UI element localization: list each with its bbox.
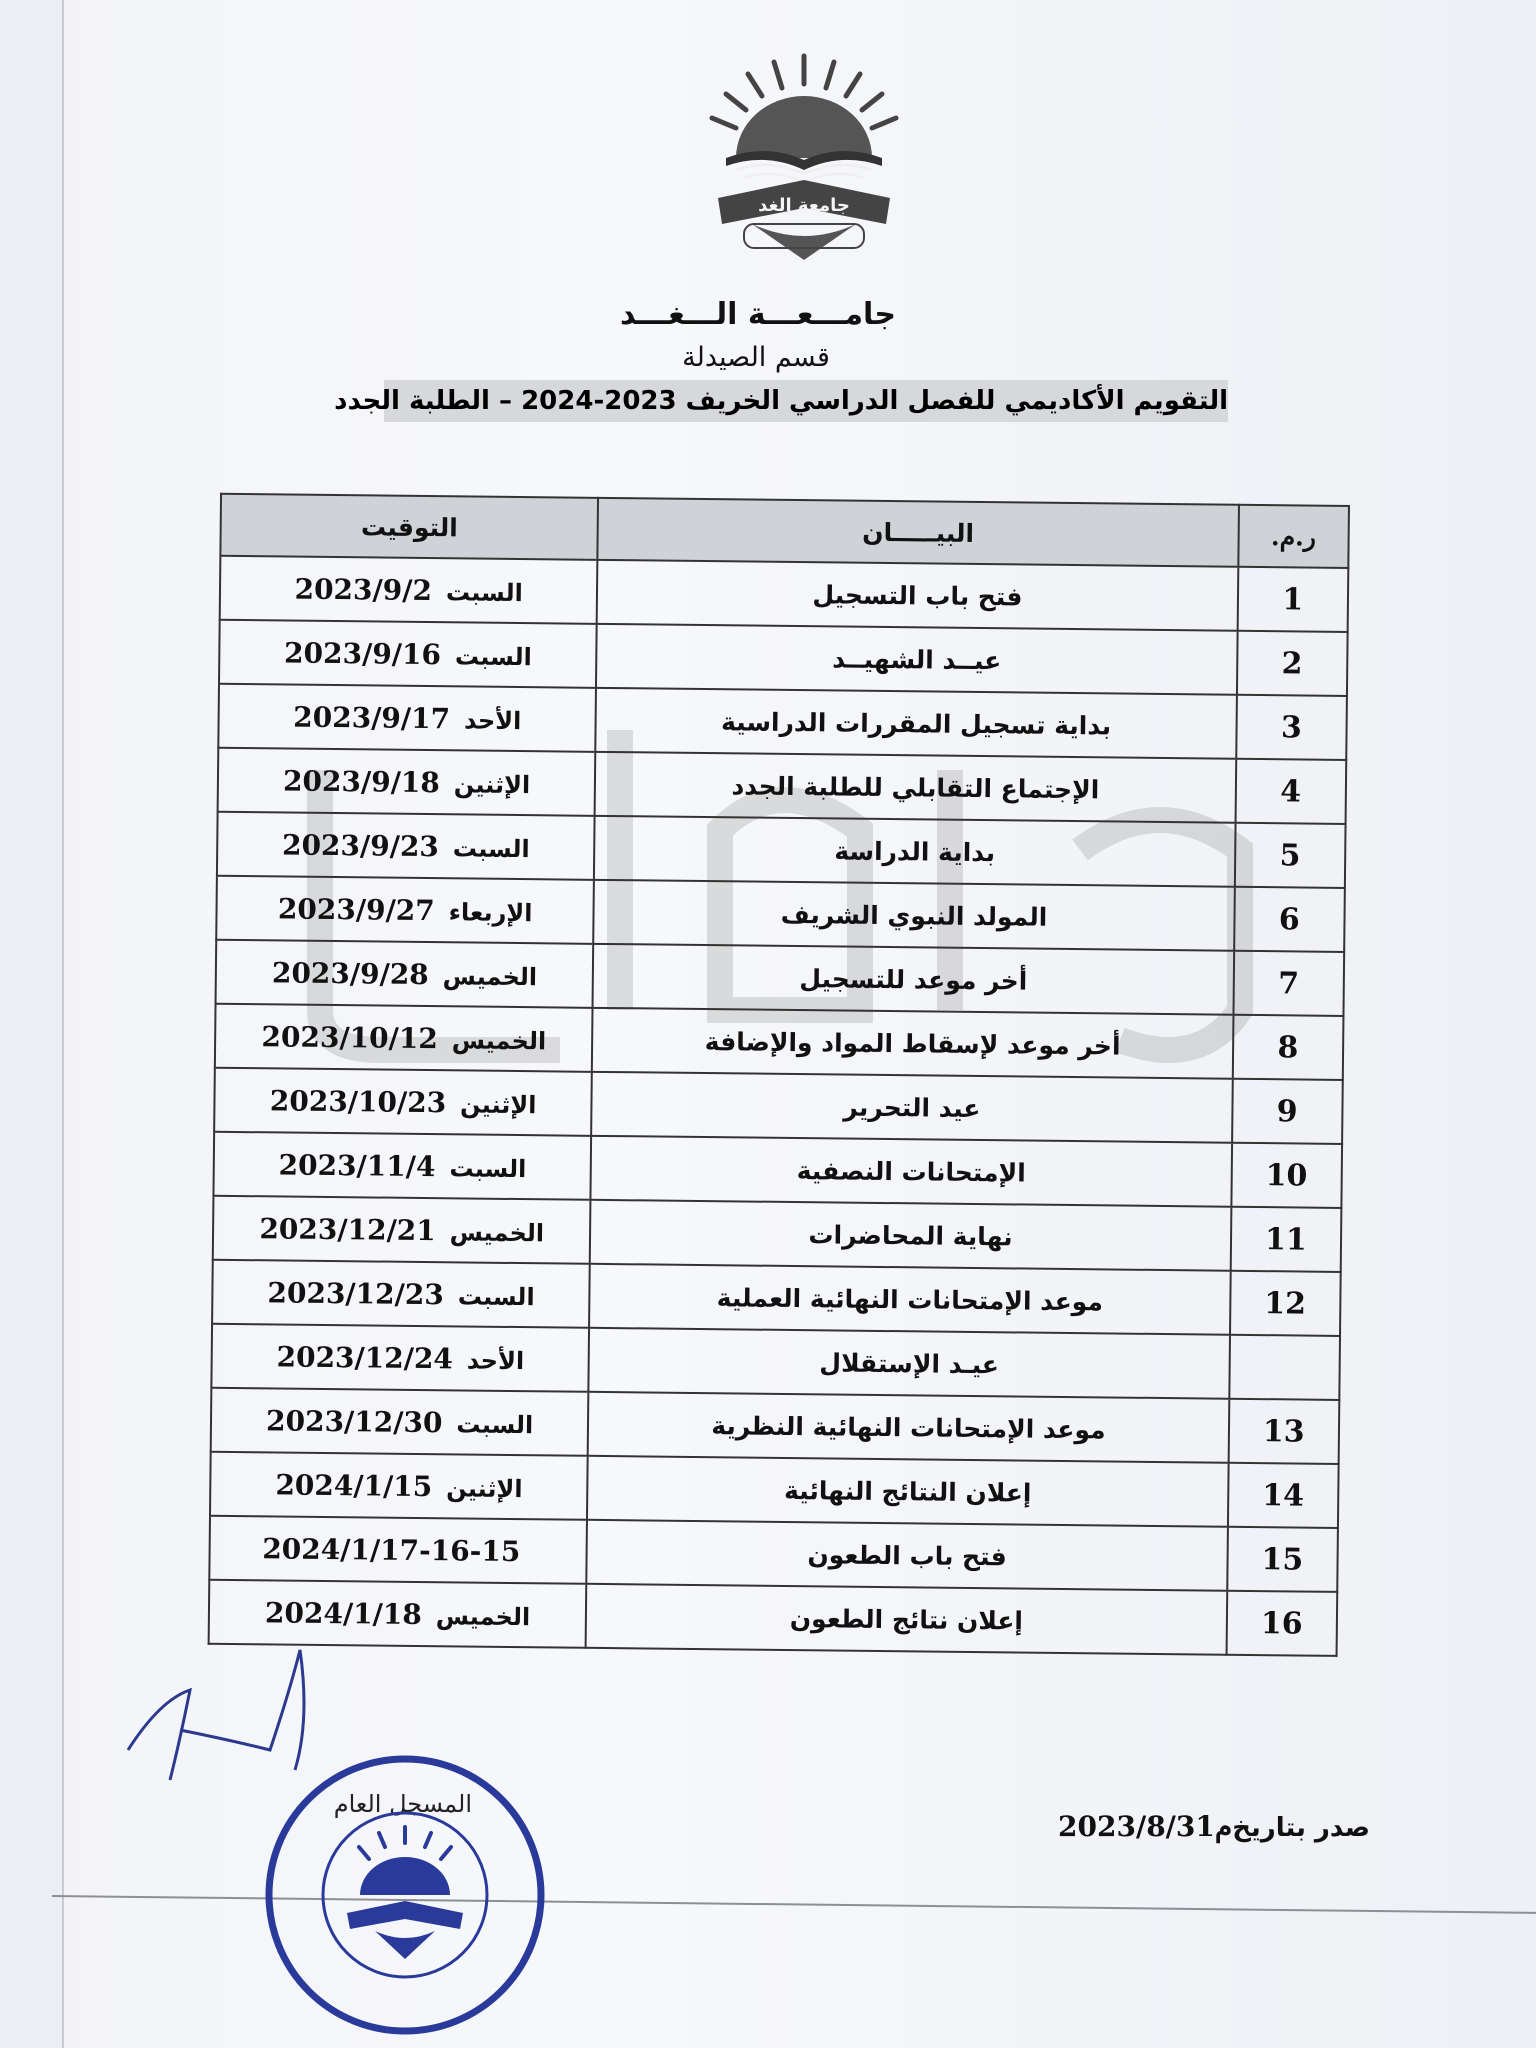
row-description: نهاية المحاضرات — [590, 1200, 1231, 1271]
row-date: 2023/9/27 — [277, 891, 435, 927]
row-date: 2023/10/12 — [261, 1019, 438, 1055]
row-day: الإربعاء — [448, 897, 533, 927]
row-timing — [213, 1132, 591, 1200]
table-row — [209, 1516, 1338, 1592]
row-number: 1 — [1237, 567, 1348, 632]
row-number: 4 — [1235, 759, 1346, 824]
row-number: 8 — [1232, 1015, 1343, 1080]
row-date: 2023/12/23 — [267, 1275, 444, 1311]
row-number: 13 — [1228, 1399, 1339, 1464]
row-description: الإمتحانات النصفية — [591, 1136, 1232, 1207]
table-row — [216, 876, 1345, 952]
table-row — [214, 1068, 1343, 1144]
table-row — [219, 620, 1348, 696]
row-day: السبت — [452, 833, 530, 863]
row-number: 15 — [1227, 1527, 1338, 1592]
registrar-title: المسجل العام — [333, 1790, 472, 1818]
row-day: السبت — [445, 577, 523, 607]
row-date: 2023/9/28 — [271, 955, 429, 991]
row-day: السبت — [454, 641, 532, 671]
row-day: الإثنين — [446, 1473, 523, 1503]
row-date: 2023/9/2 — [294, 572, 433, 607]
row-description: بداية تسجيل المقررات الدراسية — [596, 688, 1237, 759]
table-row — [213, 1132, 1342, 1208]
header-timing: التوقيت — [220, 494, 598, 560]
row-date: 2024/1/15 — [275, 1467, 433, 1503]
table-row — [211, 1388, 1340, 1464]
document-title: التقويم الأكاديمي للفصل الدراسي الخريف 2023-2024 – الطلبة الجدد — [384, 380, 1228, 422]
row-number: 10 — [1231, 1143, 1342, 1208]
row-date: 2023/10/23 — [269, 1083, 447, 1119]
row-timing — [213, 1196, 591, 1264]
official-stamp-icon — [255, 1745, 555, 2045]
row-description: موعد الإمتحانات النهائية العملية — [589, 1264, 1230, 1335]
row-date: 2023/9/23 — [281, 827, 440, 863]
logo-text: جامعة الغد — [758, 195, 850, 216]
row-description: إعلان نتائج الطعون — [586, 1584, 1227, 1655]
row-timing — [217, 812, 595, 880]
row-day: الخميس — [435, 1601, 531, 1631]
row-day: الإثنين — [459, 1089, 537, 1119]
table-row — [212, 1260, 1341, 1336]
row-day: الأحد — [463, 705, 522, 735]
row-day: الأحد — [466, 1345, 525, 1375]
row-number: 16 — [1226, 1591, 1337, 1656]
row-day: الخميس — [449, 1217, 545, 1247]
row-timing — [220, 556, 598, 624]
row-description: فتح باب التسجيل — [597, 560, 1238, 631]
row-description: عيد التحرير — [591, 1072, 1232, 1143]
row-timing — [212, 1260, 590, 1328]
row-date: 2023/12/24 — [276, 1339, 454, 1375]
table-row — [213, 1196, 1342, 1272]
row-date: 2023/12/30 — [265, 1403, 443, 1439]
university-name: جامـــعـــة الـــغـــد — [620, 297, 896, 332]
table-row — [215, 1004, 1344, 1080]
row-date: 2023/11/4 — [278, 1147, 436, 1183]
table-row — [216, 940, 1345, 1016]
row-description: إعلان النتائج النهائية — [587, 1456, 1228, 1527]
row-timing — [216, 876, 594, 944]
row-number: 5 — [1234, 823, 1345, 888]
row-timing — [215, 1004, 593, 1072]
row-number: 9 — [1232, 1079, 1343, 1144]
academic-calendar-table — [208, 493, 1350, 1657]
row-number: 11 — [1230, 1207, 1341, 1272]
row-number: 6 — [1234, 887, 1345, 952]
row-description: موعد الإمتحانات النهائية النظرية — [588, 1392, 1229, 1463]
row-number: 2 — [1237, 631, 1348, 696]
row-timing — [216, 940, 594, 1008]
row-date: 2023/9/16 — [283, 635, 442, 671]
row-timing — [218, 748, 596, 816]
table-row — [218, 748, 1347, 824]
row-description: أخر موعد للتسجيل — [593, 944, 1234, 1015]
row-date: 2023/9/18 — [282, 763, 441, 799]
header-description: البيـــــان — [598, 498, 1239, 567]
table-row — [218, 684, 1347, 760]
row-day: السبت — [449, 1153, 527, 1183]
header-number: ر.م. — [1238, 505, 1349, 568]
row-description: بداية الدراسة — [594, 816, 1235, 887]
row-description: عيــد الشهيــد — [596, 624, 1237, 695]
row-date: 2024/1/17-16-15 — [262, 1531, 521, 1568]
row-number: 14 — [1228, 1463, 1339, 1528]
row-date: 2023/12/21 — [259, 1211, 436, 1247]
row-description: الإجتماع التقابلي للطلبة الجدد — [595, 752, 1236, 823]
row-date: 2024/1/18 — [264, 1595, 423, 1631]
row-day: السبت — [456, 1409, 534, 1439]
row-timing — [214, 1068, 592, 1136]
issued-date — [1040, 1810, 1370, 1843]
row-date: 2023/9/17 — [293, 700, 451, 735]
row-number — [1229, 1335, 1340, 1400]
row-description: عيـد الإستقلال — [589, 1328, 1230, 1399]
row-day: السبت — [457, 1281, 535, 1311]
row-number: 12 — [1230, 1271, 1341, 1336]
row-timing — [211, 1388, 589, 1456]
row-number: 3 — [1236, 695, 1347, 760]
row-number: 7 — [1233, 951, 1344, 1016]
row-description: المولد النبوي الشريف — [594, 880, 1235, 951]
table-row — [217, 812, 1346, 888]
row-timing — [210, 1452, 588, 1520]
issued-date-value: 2023/8/31م — [1058, 1810, 1233, 1843]
table-row — [209, 1580, 1338, 1656]
row-day: الخميس — [451, 1025, 547, 1055]
row-timing — [219, 620, 597, 688]
row-day: الإثنين — [453, 769, 531, 799]
row-timing — [211, 1324, 589, 1392]
issued-label: صدر بتاريخ — [1232, 1813, 1370, 1843]
row-description: فتح باب الطعون — [587, 1520, 1228, 1591]
table-row — [220, 556, 1349, 632]
row-timing — [218, 684, 596, 752]
table-row — [211, 1324, 1340, 1400]
table-row — [210, 1452, 1339, 1528]
department-name: قسم الصيدلة — [682, 342, 830, 373]
row-day: الخميس — [442, 961, 538, 991]
row-description: أخر موعد لإسقاط المواد والإضافة — [592, 1008, 1233, 1079]
row-timing — [209, 1516, 587, 1584]
